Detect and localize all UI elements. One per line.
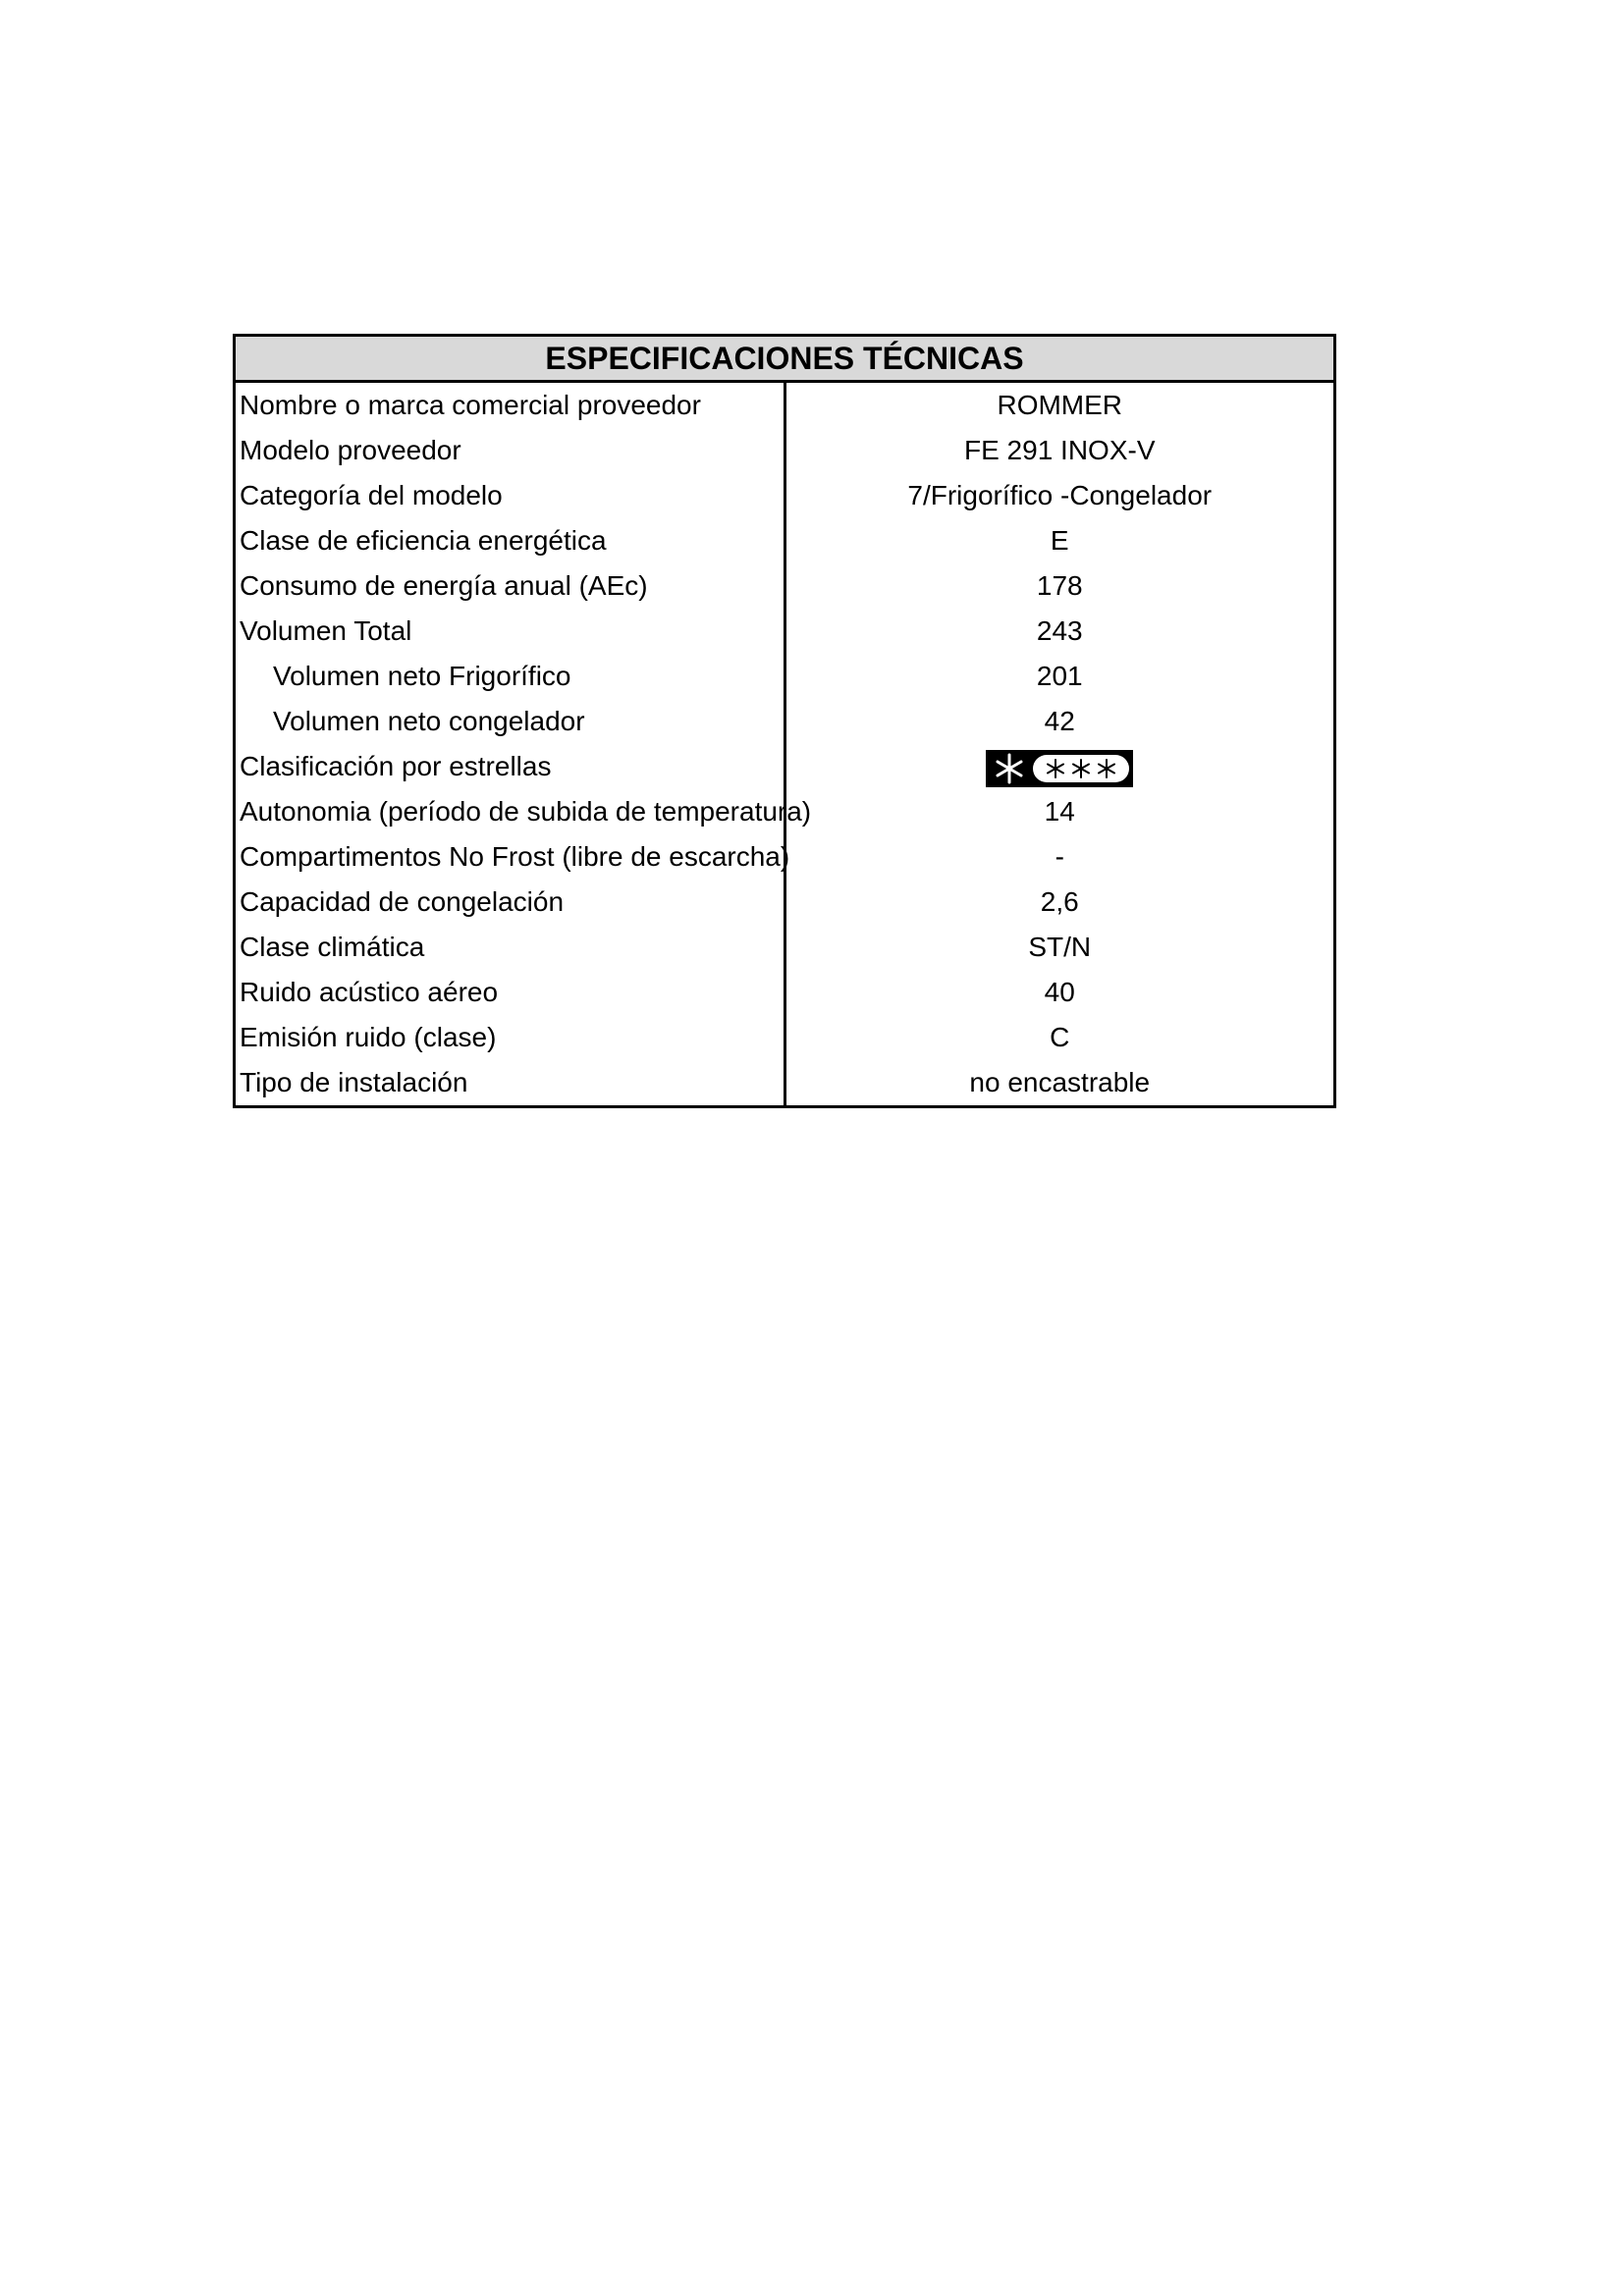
table-row [235, 382, 1335, 429]
star-icon [1070, 758, 1092, 779]
table-row [235, 1060, 1335, 1107]
row-label: Compartimentos No Frost (libre de escarcha) [235, 834, 785, 880]
row-label: Clasificación por estrellas [235, 744, 785, 789]
row-value: 7/Frigorífico -Congelador [907, 480, 1213, 510]
row-value: ROMMER [997, 390, 1123, 420]
row-label: Volumen neto Frigorífico [235, 654, 785, 699]
row-value: E [1050, 525, 1069, 556]
table-row [235, 609, 1335, 654]
row-label: Emisión ruido (clase) [235, 1015, 785, 1060]
table-row [235, 654, 1335, 699]
row-value: no encastrable [969, 1067, 1151, 1097]
row-label: Clase climática [235, 925, 785, 970]
table-row [235, 563, 1335, 609]
table-row [235, 880, 1335, 925]
row-value [784, 744, 1335, 789]
table-row [235, 428, 1335, 473]
row-label: Nombre o marca comercial proveedor [235, 382, 785, 429]
table-row [235, 699, 1335, 744]
row-label: Modelo proveedor [235, 428, 785, 473]
row-value: 178 [1036, 570, 1083, 601]
row-value: C [1050, 1022, 1070, 1052]
table-row [235, 970, 1335, 1015]
table-row [235, 789, 1335, 834]
row-label: Volumen neto congelador [235, 699, 785, 744]
row-value: - [1055, 841, 1064, 872]
row-value: 42 [1044, 706, 1075, 736]
row-label: Categoría del modelo [235, 473, 785, 518]
table-row [235, 1015, 1335, 1060]
star-icon [1045, 758, 1066, 779]
three-star-pill [1033, 755, 1129, 782]
row-value: 2,6 [1040, 886, 1079, 917]
table-row [235, 925, 1335, 970]
table-header-row [235, 336, 1335, 382]
row-value: 40 [1044, 977, 1075, 1007]
freezer-star-icon [990, 752, 1029, 785]
row-label: Tipo de instalación [235, 1060, 785, 1107]
row-value: FE 291 INOX-V [963, 435, 1156, 465]
specifications-table [233, 334, 1336, 1108]
four-star-freezer-icon [986, 750, 1133, 787]
row-label: Consumo de energía anual (AEc) [235, 563, 785, 609]
table-row [235, 518, 1335, 563]
table-row [235, 473, 1335, 518]
row-label: Autonomia (período de subida de temperatura) [235, 789, 785, 834]
row-label: Capacidad de congelación [235, 880, 785, 925]
row-value: ST/N [1028, 932, 1092, 962]
row-value: 243 [1036, 615, 1083, 646]
row-label: Ruido acústico aéreo [235, 970, 785, 1015]
table-row [235, 744, 1335, 789]
row-value: 201 [1036, 661, 1083, 691]
table-title: ESPECIFICACIONES TÉCNICAS [235, 336, 1335, 382]
row-label: Clase de eficiencia energética [235, 518, 785, 563]
table-row [235, 834, 1335, 880]
row-label: Volumen Total [235, 609, 785, 654]
star-icon [1096, 758, 1117, 779]
row-value: 14 [1044, 796, 1075, 827]
